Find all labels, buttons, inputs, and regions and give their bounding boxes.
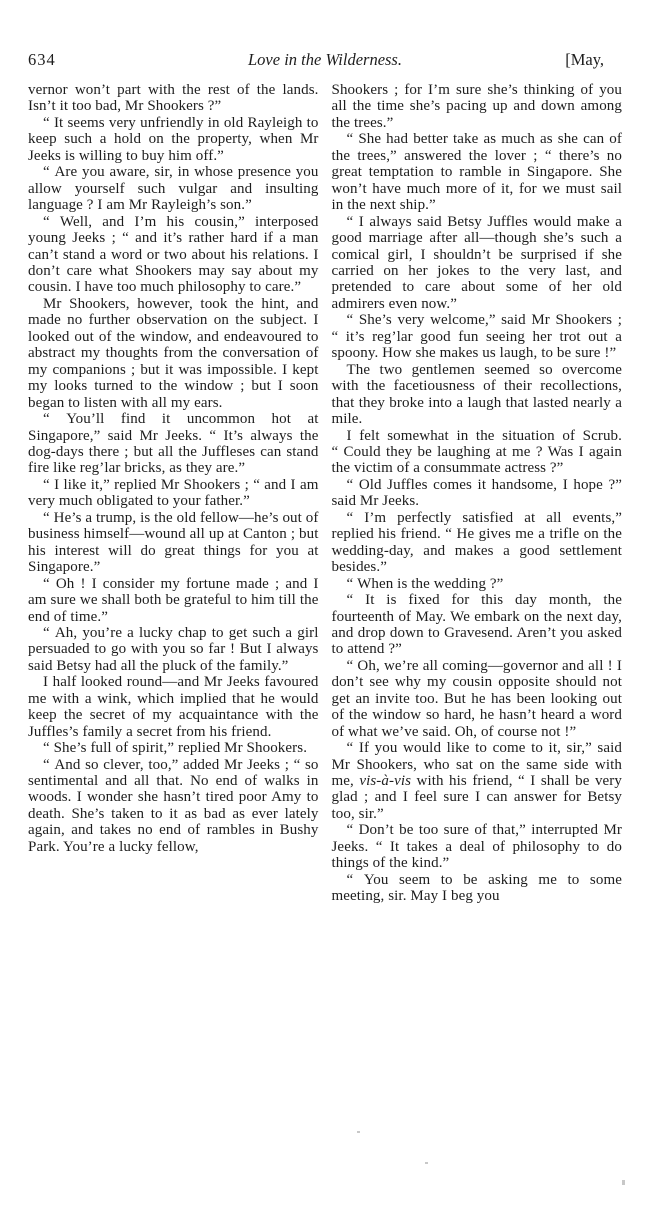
text-segment: “ You’ll find it uncommon hot at Singapore,” said Mr Jeeks. “ It’s always the dog-days there ; but all the Juffleses can stand fire like reg’lar bricks, as they are.” [28, 411, 319, 477]
text-segment: “ And so clever, too,” added Mr Jeeks ; “ so sentimental and all that. No end of walks in woods. I wonder she hasn’t tired poor Amy to death. She’s taken to it as bad as ever lately again, and takes no end of rambles in Bushy Park. You’re a lucky fellow, [28, 756, 319, 855]
paragraph [28, 576, 319, 625]
paragraph [332, 576, 623, 592]
paragraph [332, 214, 623, 313]
text-column-left [28, 82, 319, 905]
paragraph [28, 740, 319, 756]
paragraph [28, 296, 319, 411]
text-columns [28, 82, 622, 905]
paragraph [28, 625, 319, 674]
italic-phrase: vis-à-vis [359, 773, 412, 790]
paragraph [332, 428, 623, 477]
paragraph [332, 658, 623, 740]
text-segment: “ Are you aware, sir, in whose presence you allow yourself such vulgar and insulting language ? I am Mr Rayleigh’s son.” [28, 164, 319, 214]
page-number: 634 [28, 50, 56, 69]
text-segment: “ It seems very unfriendly in old Rayleigh to keep such a hold on the property, when Mr Jeeks is willing to buy him off.” [28, 114, 319, 164]
paragraph [28, 757, 319, 856]
running-title: Love in the Wilderness. [248, 50, 402, 69]
text-column-right [332, 82, 623, 905]
scan-speck [425, 1162, 428, 1164]
paragraph [332, 82, 623, 131]
text-segment: “ You seem to be asking me to some meeting, sir. May I beg you [331, 871, 622, 905]
paragraph [332, 510, 623, 576]
paragraph [28, 411, 319, 477]
paragraph [332, 740, 623, 822]
scan-speck [622, 1180, 625, 1185]
text-segment: “ Don’t be too sure of that,” interrupted Mr Jeeks. “ It takes a deal of philosophy to do things of the kind.” [331, 822, 622, 872]
text-segment: “ She’s full of spirit,” replied Mr Shookers. [43, 740, 308, 757]
text-segment: “ Old Juffles comes it handsome, I hope ?” said Mr Jeeks. [331, 476, 622, 510]
text-segment: I felt somewhat in the situation of Scrub. “ Could they be laughing at me ? Was I again the victim of a consummate actress ?” [331, 427, 622, 477]
text-segment: with his friend, “ I shall be very glad ; and I feel sure I can answer for Betsy too, sir.” [331, 773, 622, 822]
text-segment: “ When is the wedding ?” [346, 575, 504, 592]
text-segment: Shookers ; for I’m sure she’s thinking of you all the time she’s pacing up and down among the trees.” [331, 82, 622, 131]
text-segment: vernor won’t part with the rest of the lands. Isn’t it too bad, Mr Shookers ?” [28, 82, 319, 115]
issue-date: [May, [565, 50, 604, 69]
text-segment: “ Well, and I’m his cousin,” interposed young Jeeks ; “ and it’s rather hard if a man can’t stand a word or two about his relations. I don’t care what Shookers may say about my cousin. I have too much philosophy to care.” [28, 213, 319, 296]
text-segment: I half looked round—and Mr Jeeks favoured me with a wink, which implied that he would keep the secret of my acquaintance with the Juffles’s family a secret from his friend. [28, 674, 319, 740]
text-segment: “ I always said Betsy Juffles would make a good marriage after all—though she’s such a comical girl, I shouldn’t be surprised if she carried on her jokes to the very last, and pretended to care about some of her old admirers even now.” [331, 213, 622, 312]
text-segment: “ Oh, we’re all coming—governor and all ! I don’t see why my cousin opposite should not get an invite too. But he has been looking out of the window so hard, he hasn’t heard a word of what we’ve said. Oh, of course not !” [331, 657, 622, 740]
paragraph [28, 674, 319, 740]
paragraph [28, 82, 319, 115]
text-segment: The two gentlemen seemed so overcome with the facetiousness of their recollections, that they broke into a laugh that lasted nearly a mile. [331, 361, 622, 428]
scan-speck [357, 1131, 360, 1133]
paragraph [332, 131, 623, 213]
paragraph [28, 115, 319, 164]
paragraph [332, 362, 623, 428]
paragraph [332, 592, 623, 658]
text-segment: “ She’s very welcome,” said Mr Shookers ; “ it’s reg’lar good fun seeing her trot out a spoony. How she makes us laugh, to be sure !” [331, 312, 622, 362]
text-segment: Mr Shookers, however, took the hint, and made no further observation on the subject. I looked out of the window, and endeavoured to abstract my thoughts from the conversation of my companions ; but it was impossible. I kept my looks turned to the window ; but I soon began to listen with all my ears. [28, 295, 319, 411]
text-segment: “ Ah, you’re a lucky chap to get such a girl persuaded to go with you so far ! But I always said Betsy had all the pluck of the family.” [28, 624, 319, 674]
paragraph [28, 164, 319, 213]
text-segment: “ I’m perfectly satisfied at all events,” replied his friend. “ He gives me a trifle on the wedding-day, and makes a good settlement besides.” [331, 509, 622, 576]
paragraph [332, 312, 623, 361]
paragraph [28, 214, 319, 296]
paragraph [28, 510, 319, 576]
text-segment: “ He’s a trump, is the old fellow—he’s out of business himself—wound all up at Canton ; but his interest will do great things for you at Singapore.” [28, 509, 319, 576]
page-header [28, 50, 622, 72]
paragraph [332, 872, 623, 905]
text-segment: “ If you would like to come to it, sir,” said Mr Shookers, who sat on the same side with me, [331, 740, 622, 790]
paragraph [332, 477, 623, 510]
paragraph [332, 822, 623, 871]
paragraph [28, 477, 319, 510]
text-segment: “ I like it,” replied Mr Shookers ; “ and I am very much obligated to your father.” [28, 476, 319, 510]
text-segment: “ She had better take as much as she can of the trees,” answered the lover ; “ there’s no great temptation to ramble in Singapore. She won’t have much more of it, for we must sail in the next ship.” [331, 131, 622, 214]
text-segment: “ Oh ! I consider my fortune made ; and I am sure we shall both be grateful to him till the end of time.” [28, 575, 319, 625]
text-segment: “ It is fixed for this day month, the fourteenth of May. We embark on the next day, and drop down to Gravesend. Aren’t you asked to attend ?” [331, 592, 622, 658]
